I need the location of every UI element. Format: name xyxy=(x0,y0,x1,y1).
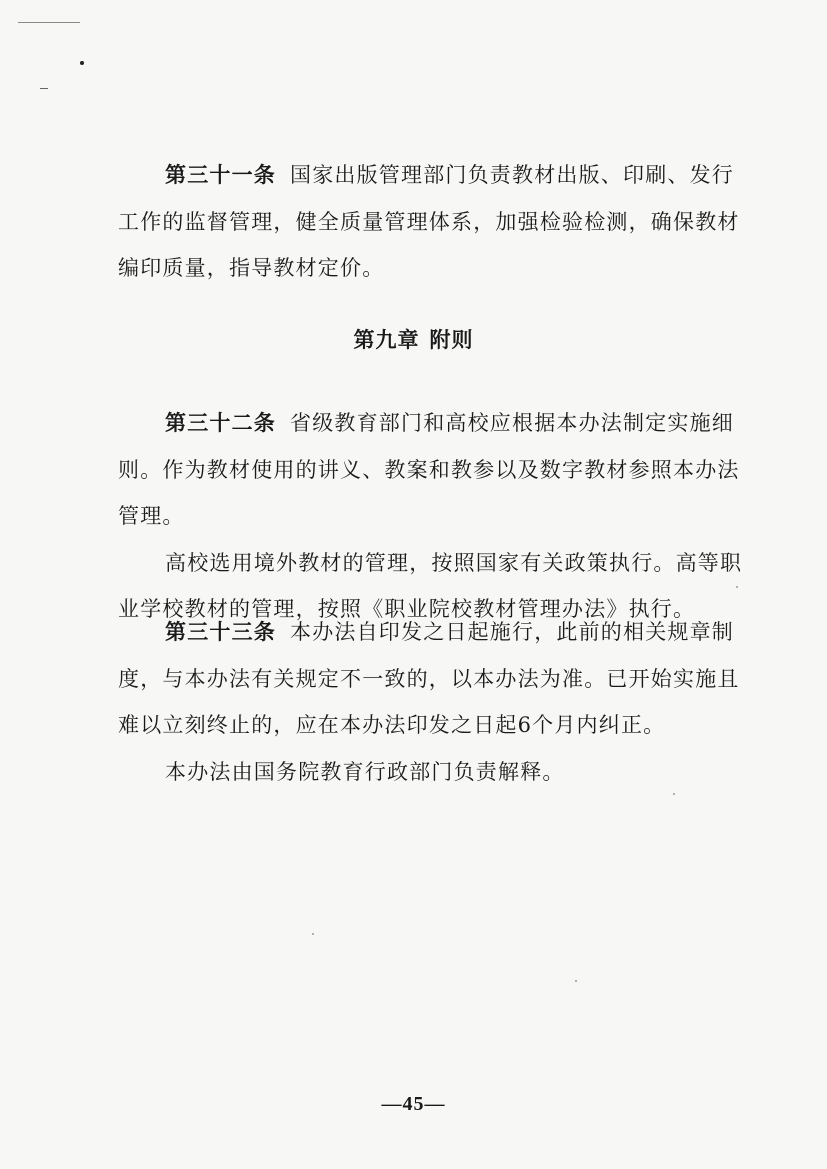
article-33-line-1: 第三十三条 本办法自印发之日起施行，此前的相关规章制 xyxy=(165,619,734,644)
article-32-para2-line-1: 高校选用境外教材的管理，按照国家有关政策执行。高等职 xyxy=(165,550,743,575)
article-32-para2-line-2: 业学校教材的管理，按照《职业院校教材管理办法》执行。 xyxy=(118,597,696,621)
article-31-heading: 第三十一条 xyxy=(165,162,276,187)
scan-speck xyxy=(575,980,577,982)
article-33-line-3: 难以立刻终止的，应在本办法印发之日起6个月内纠正。 xyxy=(118,713,666,737)
article-32 xyxy=(118,400,744,633)
article-33-heading: 第三十三条 xyxy=(165,619,276,644)
article-32-line-1: 第三十二条 省级教育部门和高校应根据本办法制定实施细 xyxy=(165,410,734,435)
article-32-line-3: 管理。 xyxy=(118,504,185,528)
article-32-line-2: 则。作为教材使用的讲义、教案和教参以及数字教材参照本办法 xyxy=(118,457,740,482)
scan-speck xyxy=(312,933,314,935)
article-33-para2: 本办法由国务院教育行政部门负责解释。 xyxy=(165,759,565,784)
chapter-number: 第九章 xyxy=(353,328,420,352)
article-33-line-2: 度，与本办法有关规定不一致的，以本办法为准。已开始实施且 xyxy=(118,666,740,691)
article-33 xyxy=(118,609,744,795)
article-31-line-2: 工作的监督管理，健全质量管理体系，加强检验检测，确保教材 xyxy=(118,209,740,234)
article-31-line-3: 编印质量，指导教材定价。 xyxy=(118,256,385,280)
chapter-title: 附则 xyxy=(429,328,474,352)
article-31-line-1: 第三十一条 国家出版管理部门负责教材出版、印刷、发行 xyxy=(165,162,734,187)
page-number: —45— xyxy=(381,1093,446,1115)
article-32-heading: 第三十二条 xyxy=(165,410,276,435)
scan-artifact-line xyxy=(18,22,80,23)
chapter-heading xyxy=(0,324,827,354)
scan-artifact-dot xyxy=(80,61,84,65)
article-31 xyxy=(118,152,744,292)
scan-artifact-dash xyxy=(40,88,48,89)
